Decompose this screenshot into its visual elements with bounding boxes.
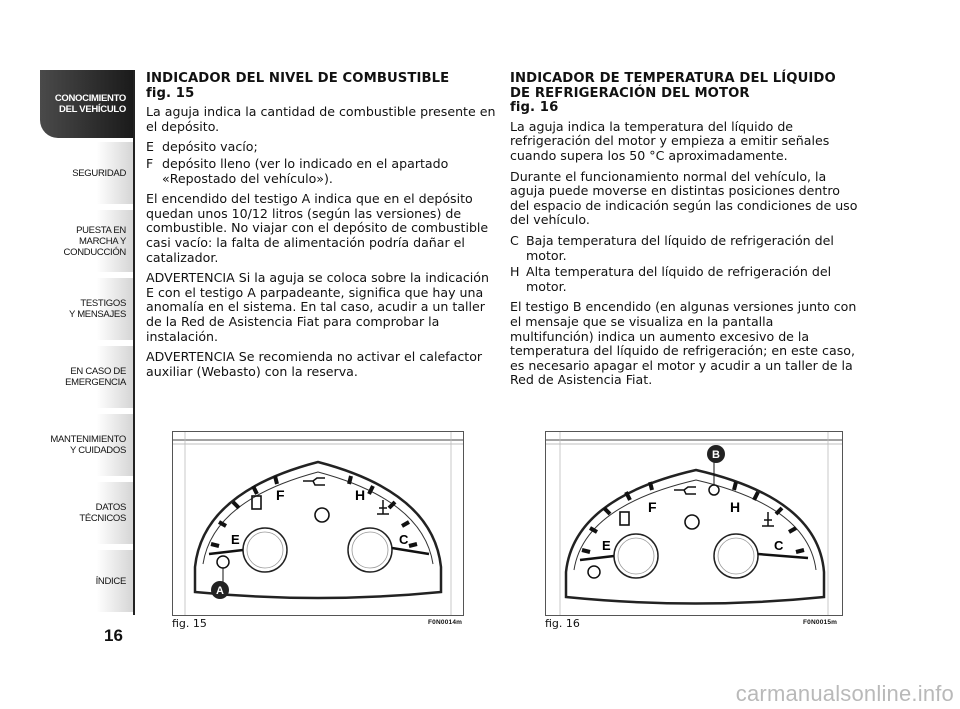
fig15-gauge-illustration <box>172 431 464 616</box>
paragraph: ADVERTENCIA Se recomienda no activar el calefactor auxiliar (Webasto) con la reserva. <box>146 349 483 379</box>
tab-label: PUESTA EN MARCHA Y CONDUCCIÓN <box>63 224 126 258</box>
paragraph: Durante el funcionamiento normal del vehículo, la aguja puede moverse en distintas posiciones dentro del espacio de indicación según las condiciones de uso del vehículo. <box>510 168 858 228</box>
tab-label: ÍNDICE <box>95 575 126 587</box>
item-text: depósito lleno (ver lo indicado en el apartado «Repostado del vehículo»). <box>162 155 449 186</box>
gauge-cluster-drawing <box>173 432 463 615</box>
coolant-warning-light <box>709 485 719 495</box>
list-item <box>510 265 860 294</box>
title-fig-ref: fig. 16 <box>510 100 559 116</box>
fig15-caption: fig. 15 <box>172 617 207 630</box>
title-text: INDICADOR DE TEMPERATURA DEL LÍQUIDO DE REFRIGERACIÓN DEL MOTOR <box>510 71 836 101</box>
callout-label: A <box>216 585 224 597</box>
list-item <box>510 234 860 263</box>
item-text: Alta temperatura del líquido de refrigeración del motor. <box>526 264 832 294</box>
reserve-warning-light <box>217 556 229 568</box>
reserve-warning-light <box>588 566 600 578</box>
page-number: 16 <box>104 626 123 645</box>
full-mark: F <box>276 487 285 503</box>
list-item <box>146 140 496 155</box>
tab-label: SEGURIDAD <box>72 167 126 179</box>
tab-emergencia[interactable] <box>40 346 134 408</box>
fuel-gauge-section <box>146 72 496 385</box>
callout-label: B <box>712 449 720 461</box>
tab-indice[interactable] <box>40 550 134 612</box>
coolant-gauge-section <box>510 72 860 394</box>
tab-seguridad[interactable] <box>40 142 134 204</box>
hot-mark: H <box>355 487 366 503</box>
gauge-bezel <box>195 462 441 598</box>
fuel-needle-hub <box>614 534 658 578</box>
section-title <box>510 72 860 116</box>
temp-needle-hub <box>348 528 392 572</box>
paragraph: El testigo B encendido (en algunas versiones junto con el mensaje que se visualiza en la pantalla multifunción) indica un aumento excesivo de la temperatura del líquido de refrigeración; en este caso, es necesario apagar el motor y acudir a un taller de la Red de Asistencia Fiat. <box>510 299 857 388</box>
sidebar-divider <box>133 70 135 615</box>
tab-label: CONOCIMIENTO DEL VEHÍCULO <box>54 93 126 115</box>
cold-mark: C <box>399 532 409 547</box>
tab-mantenimiento[interactable] <box>40 414 134 476</box>
tab-puesta-en-marcha[interactable] <box>40 210 134 272</box>
item-text: Baja temperatura del líquido de refrigeración del motor. <box>526 232 834 263</box>
item-key: H <box>510 264 520 280</box>
tab-label: EN CASO DE EMERGENCIA <box>65 366 126 388</box>
tab-label: DATOS TÉCNICOS <box>79 502 126 524</box>
paragraph: El encendido del testigo A indica que en el depósito quedan unos 10/12 litros (según las versiones) de combustible. No viajar con el depósito de combustible casi vacío: la falta de alimentación podría dañar el catalizador. <box>146 191 489 265</box>
item-text: depósito vacío; <box>162 139 258 155</box>
hot-mark: H <box>730 499 741 515</box>
tab-label: MANTENIMIENTO Y CUIDADOS <box>50 434 126 456</box>
tab-label: TESTIGOS Y MENSAJES <box>68 298 126 320</box>
gauge-bezel <box>566 470 824 604</box>
empty-mark: E <box>602 538 611 553</box>
temp-needle-hub <box>714 534 758 578</box>
item-key: E <box>146 139 154 155</box>
title-fig-ref: fig. 15 <box>146 85 195 101</box>
paragraph: La aguja indica la temperatura del líquido de refrigeración del motor y empieza a emitir señales cuando supera los 50 °C aproximadamente. <box>510 118 830 163</box>
fig16-gauge-illustration <box>545 431 843 616</box>
list-item <box>146 157 496 186</box>
item-key: C <box>510 232 519 248</box>
fuel-needle-hub <box>243 528 287 572</box>
paragraph: ADVERTENCIA Si la aguja se coloca sobre la indicación E con el testigo A parpadeante, significa que hay una anomalía en el sistema. En tal caso, acudir a un taller de la Red de Asistencia Fiat para comprobar la instalación. <box>146 270 489 344</box>
cold-mark: C <box>774 538 784 553</box>
title-text: INDICADOR DEL NIVEL DE COMBUSTIBLE <box>146 71 450 86</box>
empty-mark: E <box>231 532 240 547</box>
tab-conocimiento[interactable] <box>40 70 134 138</box>
fig16-caption: fig. 16 <box>545 617 580 630</box>
full-mark: F <box>648 499 657 515</box>
paragraph: La aguja indica la cantidad de combustible presente en el depósito. <box>146 104 496 134</box>
fig16-code: F0N0015m <box>803 619 838 626</box>
tab-datos-tecnicos[interactable] <box>40 482 134 544</box>
fig15-code: F0N0014m <box>428 619 463 626</box>
watermark: carmanualsonline.info <box>735 681 954 706</box>
gauge-cluster-drawing <box>546 432 842 615</box>
tab-testigos[interactable] <box>40 278 134 340</box>
section-title <box>146 72 496 101</box>
item-key: F <box>146 155 154 171</box>
